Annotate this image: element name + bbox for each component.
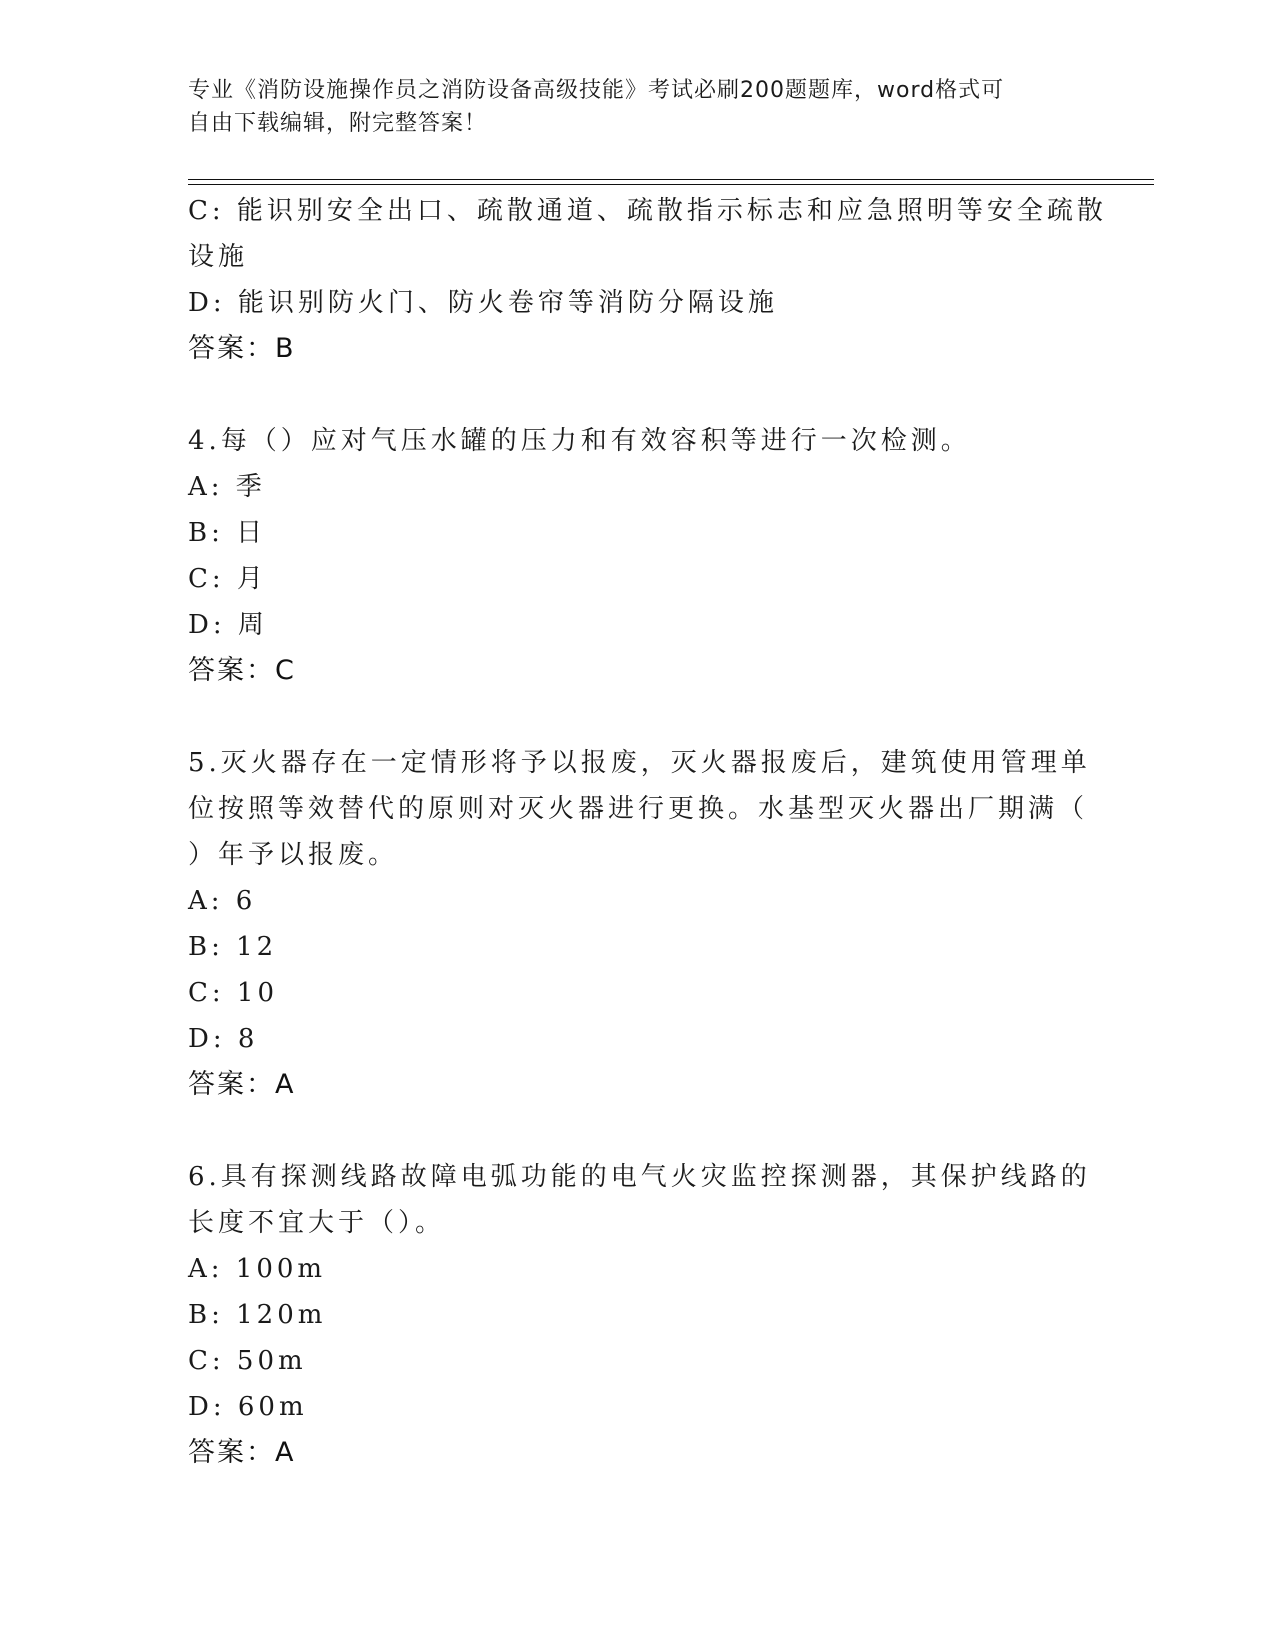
option-a: A: 100m xyxy=(188,1254,327,1284)
option-d: D: 8 xyxy=(188,1024,259,1054)
option-c: C: 月 xyxy=(188,564,267,594)
question-stem-line-1: 6.具有探测线路故障电弧功能的电气火灾监控探测器，其保护线路的 xyxy=(188,1162,1091,1192)
question-4 xyxy=(188,418,1088,694)
answer: 答案：B xyxy=(188,333,296,364)
question-stem-line-2: 位按照等效替代的原则对灭火器进行更换。水基型灭火器出厂期满（ xyxy=(188,794,1089,824)
question-stem-line-1: 5.灭火器存在一定情形将予以报废，灭火器报废后，建筑使用管理单 xyxy=(188,748,1091,778)
option-a: A: 季 xyxy=(188,472,266,502)
option-b: B: 120m xyxy=(188,1300,327,1330)
question-list xyxy=(188,188,1107,1476)
header-divider-top xyxy=(188,179,1154,180)
question-3-tail xyxy=(188,188,1107,372)
spacer xyxy=(188,372,1088,418)
option-b: B: 日 xyxy=(188,518,267,548)
option-c: C: 50m xyxy=(188,1346,307,1376)
question-stem-line-2: 长度不宜大于（）。 xyxy=(188,1208,446,1238)
option-a: A: 6 xyxy=(188,886,257,916)
option-c-line-1: C: 能识别安全出口、疏散通道、疏散指示标志和应急照明等安全疏散 xyxy=(188,196,1107,226)
header-line-1: 专业《消防设施操作员之消防设备高级技能》考试必刷200题题库，word格式可 xyxy=(188,78,1005,103)
question-6 xyxy=(188,1154,1091,1476)
answer: 答案：C xyxy=(188,655,296,686)
option-d: D: 60m xyxy=(188,1392,308,1422)
option-b: B: 12 xyxy=(188,932,278,962)
question-stem: 4.每（）应对气压水罐的压力和有效容积等进行一次检测。 xyxy=(188,426,971,456)
question-5 xyxy=(188,740,1091,1108)
header-divider-bottom xyxy=(188,184,1154,185)
spacer xyxy=(188,1108,1088,1154)
option-d: D: 周 xyxy=(188,610,268,640)
option-c: C: 10 xyxy=(188,978,279,1008)
header-line-2: 自由下载编辑，附完整答案！ xyxy=(188,111,488,136)
spacer xyxy=(188,694,1088,740)
document-header xyxy=(188,74,1068,140)
answer: 答案：A xyxy=(188,1437,296,1468)
answer: 答案：A xyxy=(188,1069,296,1100)
question-stem-line-3: ）年予以报废。 xyxy=(188,840,399,870)
option-c-line-2: 设施 xyxy=(188,242,249,272)
option-d: D: 能识别防火门、防火卷帘等消防分隔设施 xyxy=(188,288,778,318)
